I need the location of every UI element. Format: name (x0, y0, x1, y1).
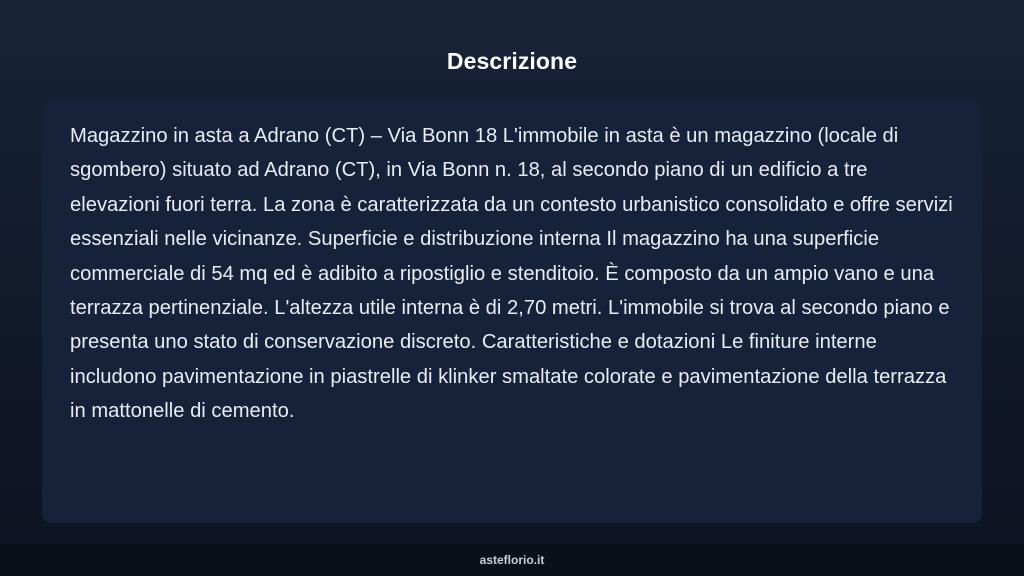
description-text: Magazzino in asta a Adrano (CT) – Via Bonn 18 L'immobile in asta è un magazzino (locale di sgombero) situato ad Adrano (CT), in Via Bonn n. 18, al secondo piano di un edificio a tre elevazioni fuori terra. La zona è caratterizzata da un contesto urbanistico consolidato e offre servizi essenziali nelle vicinanze. Superficie e distribuzione interna Il magazzino ha una superficie commerciale di 54 mq ed è adibito a ripostiglio e stenditoio. È composto da un ampio vano e una terrazza pertinenziale. L'altezza utile interna è di 2,70 metri. L'immobile si trova al secondo piano e presenta uno stato di conservazione discreto. Caratteristiche e dotazioni Le finiture interne includono pavimentazione in piastrelle di klinker smaltate colorate e pavimentazione della terrazza in mattonelle di cemento. (70, 125, 953, 423)
page-title: Descrizione (446, 48, 578, 74)
footer (0, 544, 1024, 576)
footer-site-name: asteflorio.it (479, 553, 545, 567)
description-card (42, 101, 982, 523)
